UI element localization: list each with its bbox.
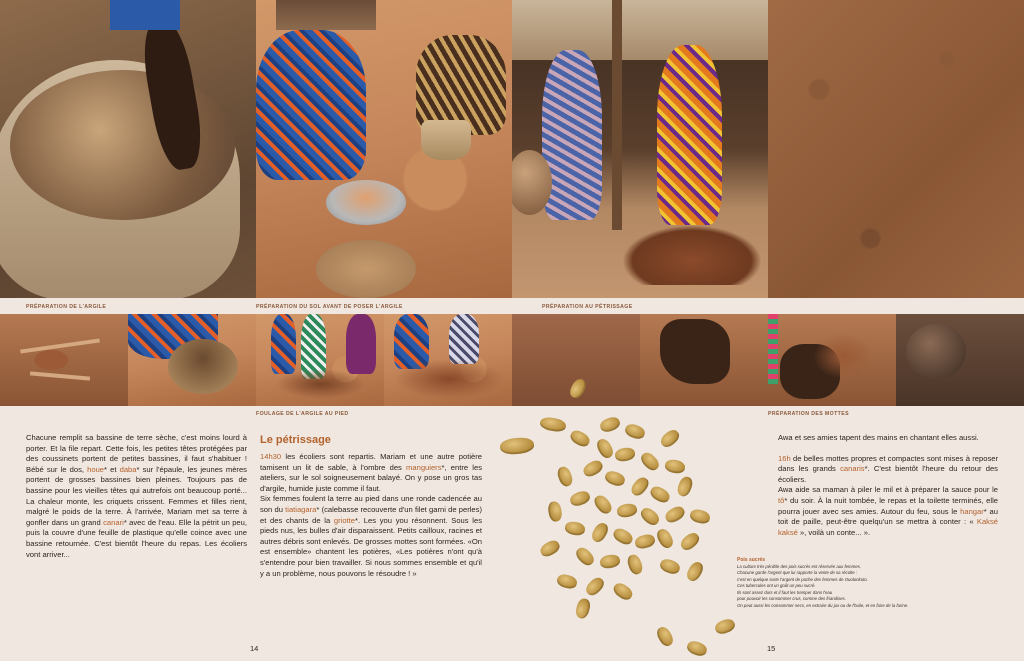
left-column-text <box>26 433 247 560</box>
section-title: Le pétrissage <box>260 434 331 446</box>
middle-paragraph-1: 14h30 les écoliers sont repartis. Mariam et une autre potière tamisent un lit de sable, à l'ombre des manguiers*, entre les ateliers, sur le sol soigneusement balayé. On y pose un gros tas d'argile, humide juste comme il faut. <box>260 452 482 493</box>
middle-paragraph-2: Six femmes foulent la terre au pied dans une ronde cadencée au son du tiatiagara* (calebasse recouverte d'un filet garni de perles) et des chants de la griotte*. Les you you résonnent. Sous les pieds nus, les bulles d'air disparaissent. Petits cailloux, racines et autres débris sont enlevés. De grosses mottes sont formées. «On est ensemble» chantent les potières, «Les potières n'ont qu'à s'entendre pour bien travailler. Si nous sommes ensemble et qu'il y a un problème, nous pouvons le résoudre ! » <box>260 494 482 578</box>
caption-clay-preparation: PRÉPARATION DE L'ARGILE <box>26 304 107 310</box>
photo-strip-4 <box>384 314 512 406</box>
photo-clay-basin <box>0 0 256 298</box>
right-paragraph-1: Awa et ses amies tapent des mains en chantant elles aussi. <box>778 433 979 442</box>
side-note-line: c'est en quelque sorte l'argent de poche des femmes de Ouolonkoto. <box>737 576 868 582</box>
side-note-line: La culture très pénible des pois sucrés est réservée aux femmes. <box>737 563 861 569</box>
caption-mound-preparation: PRÉPARATION DES MOTTES <box>768 411 849 417</box>
caption-ground-preparation: PRÉPARATION DU SOL AVANT DE POSER L'ARGILE <box>256 304 403 310</box>
page-number-left: 14 <box>250 644 259 653</box>
caption-foot-treading: FOULAGE DE L'ARGILE AU PIED <box>256 411 349 417</box>
right-column-text <box>778 433 998 538</box>
middle-column-text <box>260 452 482 579</box>
photo-strip-2 <box>128 314 256 406</box>
right-paragraph-3: Awa aide sa maman à piler le mil et à préparer la sauce pour le tô* du soir. À la nuit tombée, le repas et la toilette terminés, elle pourra jouer avec ses amies. Autour du feu, sous le hangar* au toit de paille, peut-être quelqu'un se mettra à conter : « Kaksé kaksé », voilà un conte... ». <box>778 485 998 537</box>
side-note-title: Pois sucrés <box>737 557 766 563</box>
photo-strip-3 <box>256 314 384 406</box>
caption-kneading-preparation: PRÉPARATION AU PÉTRISSAGE <box>542 304 633 310</box>
pois-sucres-cluster <box>495 380 745 661</box>
side-note-line: Chacune garde l'argent que lui rapporte la vente de sa récolte : <box>737 570 858 575</box>
page-number-right: 15 <box>767 644 776 653</box>
side-note-line: Ils sont assez durs et il faut les tremper dans l'eau <box>737 589 833 595</box>
side-note-line: Ces tubercules ont un goût un peu sucré. <box>737 583 816 588</box>
photo-ground-preparation <box>256 0 512 298</box>
side-note-pois-sucres <box>737 557 987 609</box>
photo-wall-painting <box>768 0 1024 298</box>
photo-kneading-prep <box>512 0 768 298</box>
photo-strip-7 <box>768 314 896 406</box>
side-note-line: pour pouvoir les consommer crus, comme des friandises. <box>737 596 846 601</box>
side-note-line: On peut aussi les consommer secs, en extraire du jus ou de l'huile, et en faire de la farine. <box>737 602 909 608</box>
right-paragraph-2: 16h de belles mottes propres et compactes sont mises à reposer dans les grands canaris*. C'est bientôt l'heure du retour des écoliers. <box>778 453 998 484</box>
photo-strip-1 <box>0 314 128 406</box>
photo-strip-8 <box>896 314 1024 406</box>
left-paragraph: Chacune remplit sa bassine de terre sèche, c'est moins lourd à porter. Et la file repart. Cette fois, les petites têtes protégées par des coussinets portent de petites bassines, il faut s'habituer ! Bébé sur le dos, houe* et daba* sur l'épaule, les jeunes mères portent de grosses bassines bien pleines. Toujours pas de bassine pour les vieilles têtes qui autrefois ont beaucoup porté... La chaleur monte, les criquets crissent. Femmes et filles rient, malgré le poids de la terre. À l'arrivée, Mariam met sa terre à gonfler dans un grand canari* avec de l'eau. Elle la pétrit un peu, puis la couvre d'une feuille de plastique qu'elle coince avec une bassine retournée. C'est bientôt l'heure du repas. Les écoliers vont arriver... <box>26 433 247 559</box>
